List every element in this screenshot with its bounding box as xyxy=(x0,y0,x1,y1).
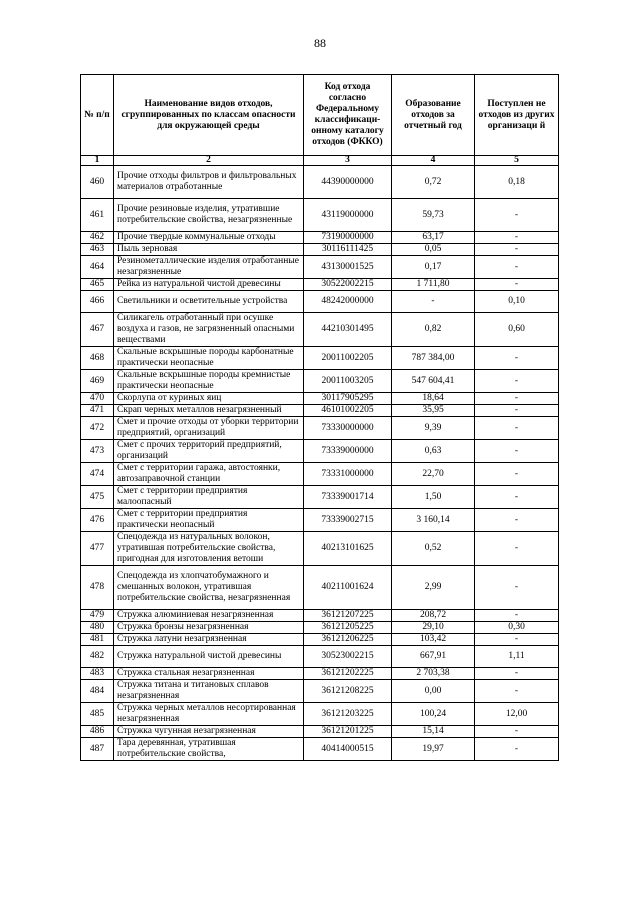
fkko-code: 48242000000 xyxy=(304,291,392,313)
received-amount: - xyxy=(475,256,559,279)
waste-name: Стружка черных металлов несортированная незагрязненная xyxy=(114,703,304,726)
row-number: 464 xyxy=(81,256,114,279)
table-row xyxy=(81,610,559,622)
index-row xyxy=(81,156,559,166)
received-amount: - xyxy=(475,393,559,405)
row-number: 483 xyxy=(81,668,114,680)
row-number: 473 xyxy=(81,440,114,463)
index-cell: 3 xyxy=(304,156,392,166)
formed-amount: 2 703,38 xyxy=(392,668,475,680)
formed-amount: 787 384,00 xyxy=(392,347,475,370)
table-row xyxy=(81,566,559,610)
formed-amount: - xyxy=(392,291,475,313)
row-number: 468 xyxy=(81,347,114,370)
table-body xyxy=(81,166,559,761)
fkko-code: 36121208225 xyxy=(304,680,392,703)
row-number: 486 xyxy=(81,726,114,738)
table-row xyxy=(81,634,559,646)
table-row xyxy=(81,244,559,256)
received-amount: 0,18 xyxy=(475,166,559,199)
waste-name: Скальные вскрышные породы карбонатные практически неопасные xyxy=(114,347,304,370)
received-amount: 0,60 xyxy=(475,313,559,347)
waste-name: Стружка бронзы незагрязненная xyxy=(114,622,304,634)
waste-name: Стружка алюминиевая незагрязненная xyxy=(114,610,304,622)
received-amount: - xyxy=(475,405,559,417)
table-row xyxy=(81,370,559,393)
formed-amount: 15,14 xyxy=(392,726,475,738)
formed-amount: 208,72 xyxy=(392,610,475,622)
row-number: 462 xyxy=(81,232,114,244)
received-amount: - xyxy=(475,463,559,486)
waste-name: Стружка латуни незагрязненная xyxy=(114,634,304,646)
received-amount: - xyxy=(475,532,559,566)
formed-amount: 2,99 xyxy=(392,566,475,610)
waste-name: Смет с прочих территорий предприятий, организаций xyxy=(114,440,304,463)
waste-table xyxy=(80,74,559,761)
formed-amount: 0,05 xyxy=(392,244,475,256)
header-received: Поступлен не отходов из других организаци й xyxy=(475,75,559,156)
table-row xyxy=(81,532,559,566)
fkko-code: 40211001624 xyxy=(304,566,392,610)
formed-amount: 1,50 xyxy=(392,486,475,509)
waste-name: Светильники и осветительные устройства xyxy=(114,291,304,313)
received-amount: - xyxy=(475,347,559,370)
formed-amount: 29,10 xyxy=(392,622,475,634)
received-amount: - xyxy=(475,244,559,256)
formed-amount: 667,91 xyxy=(392,646,475,668)
fkko-code: 73339000000 xyxy=(304,440,392,463)
formed-amount: 22,70 xyxy=(392,463,475,486)
fkko-code: 73330000000 xyxy=(304,417,392,440)
formed-amount: 0,52 xyxy=(392,532,475,566)
fkko-code: 73339001714 xyxy=(304,486,392,509)
fkko-code: 36121202225 xyxy=(304,668,392,680)
table-row xyxy=(81,509,559,532)
table-row xyxy=(81,622,559,634)
table-row xyxy=(81,256,559,279)
received-amount: - xyxy=(475,566,559,610)
waste-name: Силикагель отработанный при осушке воздуха и газов, не загрязненный опасными веществами xyxy=(114,313,304,347)
fkko-code: 20011002205 xyxy=(304,347,392,370)
row-number: 487 xyxy=(81,738,114,761)
formed-amount: 9,39 xyxy=(392,417,475,440)
index-cell: 5 xyxy=(475,156,559,166)
waste-name: Скорлупа от куриных яиц xyxy=(114,393,304,405)
table-row xyxy=(81,486,559,509)
waste-name: Смет с территории предприятия малоопасный xyxy=(114,486,304,509)
formed-amount: 18,64 xyxy=(392,393,475,405)
table-row xyxy=(81,232,559,244)
received-amount: - xyxy=(475,726,559,738)
received-amount: - xyxy=(475,417,559,440)
table-row xyxy=(81,199,559,232)
row-number: 476 xyxy=(81,509,114,532)
received-amount: - xyxy=(475,486,559,509)
waste-name: Смет и прочие отходы от уборки территории предприятий, организаций xyxy=(114,417,304,440)
received-amount: - xyxy=(475,509,559,532)
row-number: 474 xyxy=(81,463,114,486)
row-number: 478 xyxy=(81,566,114,610)
table-row xyxy=(81,463,559,486)
waste-name: Рейка из натуральной чистой древесины xyxy=(114,279,304,291)
index-cell: 2 xyxy=(114,156,304,166)
fkko-code: 43130001525 xyxy=(304,256,392,279)
waste-name: Прочие резиновые изделия, утратившие потребительские свойства, незагрязненные xyxy=(114,199,304,232)
table-row xyxy=(81,405,559,417)
received-amount: 1,11 xyxy=(475,646,559,668)
row-number: 463 xyxy=(81,244,114,256)
table-row xyxy=(81,726,559,738)
received-amount: 12,00 xyxy=(475,703,559,726)
formed-amount: 1 711,80 xyxy=(392,279,475,291)
table-row xyxy=(81,738,559,761)
fkko-code: 44390000000 xyxy=(304,166,392,199)
formed-amount: 3 160,14 xyxy=(392,509,475,532)
table-row xyxy=(81,347,559,370)
index-cell: 1 xyxy=(81,156,114,166)
header-formed: Образование отходов за отчетный год xyxy=(392,75,475,156)
received-amount: - xyxy=(475,232,559,244)
table-row xyxy=(81,440,559,463)
formed-amount: 0,17 xyxy=(392,256,475,279)
row-number: 485 xyxy=(81,703,114,726)
received-amount: - xyxy=(475,668,559,680)
row-number: 484 xyxy=(81,680,114,703)
fkko-code: 43119000000 xyxy=(304,199,392,232)
header-code: Код отхода согласно Федеральному классификаци-онному каталогу отходов (ФККО) xyxy=(304,75,392,156)
received-amount: - xyxy=(475,680,559,703)
fkko-code: 36121201225 xyxy=(304,726,392,738)
row-number: 479 xyxy=(81,610,114,622)
fkko-code: 36121206225 xyxy=(304,634,392,646)
waste-name: Прочие твердые коммунальные отходы xyxy=(114,232,304,244)
row-number: 477 xyxy=(81,532,114,566)
waste-name: Прочие отходы фильтров и фильтровальных материалов отработанные xyxy=(114,166,304,199)
row-number: 466 xyxy=(81,291,114,313)
table-row xyxy=(81,166,559,199)
fkko-code: 73331000000 xyxy=(304,463,392,486)
waste-name: Скальные вскрышные породы кремнистые практически неопасные xyxy=(114,370,304,393)
received-amount: 0,30 xyxy=(475,622,559,634)
formed-amount: 100,24 xyxy=(392,703,475,726)
fkko-code: 20011003205 xyxy=(304,370,392,393)
fkko-code: 30117905295 xyxy=(304,393,392,405)
row-number: 470 xyxy=(81,393,114,405)
fkko-code: 73190000000 xyxy=(304,232,392,244)
row-number: 465 xyxy=(81,279,114,291)
formed-amount: 19,97 xyxy=(392,738,475,761)
row-number: 471 xyxy=(81,405,114,417)
row-number: 481 xyxy=(81,634,114,646)
row-number: 460 xyxy=(81,166,114,199)
formed-amount: 35,95 xyxy=(392,405,475,417)
received-amount: - xyxy=(475,199,559,232)
fkko-code: 36121207225 xyxy=(304,610,392,622)
formed-amount: 547 604,41 xyxy=(392,370,475,393)
received-amount: - xyxy=(475,610,559,622)
waste-name: Стружка титана и титановых сплавов незагрязненная xyxy=(114,680,304,703)
formed-amount: 0,00 xyxy=(392,680,475,703)
received-amount: - xyxy=(475,370,559,393)
waste-name: Пыль зерновая xyxy=(114,244,304,256)
formed-amount: 0,82 xyxy=(392,313,475,347)
row-number: 480 xyxy=(81,622,114,634)
received-amount: 0,10 xyxy=(475,291,559,313)
waste-name: Резинометаллические изделия отработанные незагрязненные xyxy=(114,256,304,279)
row-number: 469 xyxy=(81,370,114,393)
table-row xyxy=(81,279,559,291)
fkko-code: 44210301495 xyxy=(304,313,392,347)
waste-name: Стружка натуральной чистой древесины xyxy=(114,646,304,668)
row-number: 461 xyxy=(81,199,114,232)
table-row xyxy=(81,393,559,405)
table-row xyxy=(81,668,559,680)
formed-amount: 63,17 xyxy=(392,232,475,244)
fkko-code: 40213101625 xyxy=(304,532,392,566)
received-amount: - xyxy=(475,738,559,761)
waste-name: Спецодежда из хлопчатобумажного и смешанных волокон, утратившая потребительские свойства, незагрязненная xyxy=(114,566,304,610)
table-row xyxy=(81,680,559,703)
table-row xyxy=(81,313,559,347)
row-number: 467 xyxy=(81,313,114,347)
row-number: 482 xyxy=(81,646,114,668)
received-amount: - xyxy=(475,279,559,291)
received-amount: - xyxy=(475,440,559,463)
fkko-code: 30522002215 xyxy=(304,279,392,291)
waste-name: Скрап черных металлов незагрязненный xyxy=(114,405,304,417)
table-row xyxy=(81,417,559,440)
table-row xyxy=(81,291,559,313)
table-row xyxy=(81,703,559,726)
fkko-code: 40414000515 xyxy=(304,738,392,761)
waste-name: Стружка чугунная незагрязненная xyxy=(114,726,304,738)
fkko-code: 46101002205 xyxy=(304,405,392,417)
page-number: 88 xyxy=(314,36,326,50)
waste-name: Тара деревянная, утратившая потребительские свойства, xyxy=(114,738,304,761)
fkko-code: 30116111425 xyxy=(304,244,392,256)
header-name: Наименование видов отходов, сгруппированных по классам опасности для окружающей среды xyxy=(114,75,304,156)
table-row xyxy=(81,646,559,668)
fkko-code: 30523002215 xyxy=(304,646,392,668)
formed-amount: 59,73 xyxy=(392,199,475,232)
row-number: 472 xyxy=(81,417,114,440)
fkko-code: 36121203225 xyxy=(304,703,392,726)
waste-name: Стружка стальная незагрязненная xyxy=(114,668,304,680)
header-row xyxy=(81,75,559,156)
received-amount: - xyxy=(475,634,559,646)
index-cell: 4 xyxy=(392,156,475,166)
formed-amount: 0,63 xyxy=(392,440,475,463)
fkko-code: 36121205225 xyxy=(304,622,392,634)
fkko-code: 73339002715 xyxy=(304,509,392,532)
header-n: № п/п xyxy=(81,75,114,156)
row-number: 475 xyxy=(81,486,114,509)
waste-name: Смет с территории гаража, автостоянки, автозаправочной станции xyxy=(114,463,304,486)
formed-amount: 0,72 xyxy=(392,166,475,199)
formed-amount: 103,42 xyxy=(392,634,475,646)
waste-name: Смет с территории предприятия практически неопасный xyxy=(114,509,304,532)
waste-name: Спецодежда из натуральных волокон, утратившая потребительские свойства, пригодная для изготовления ветоши xyxy=(114,532,304,566)
